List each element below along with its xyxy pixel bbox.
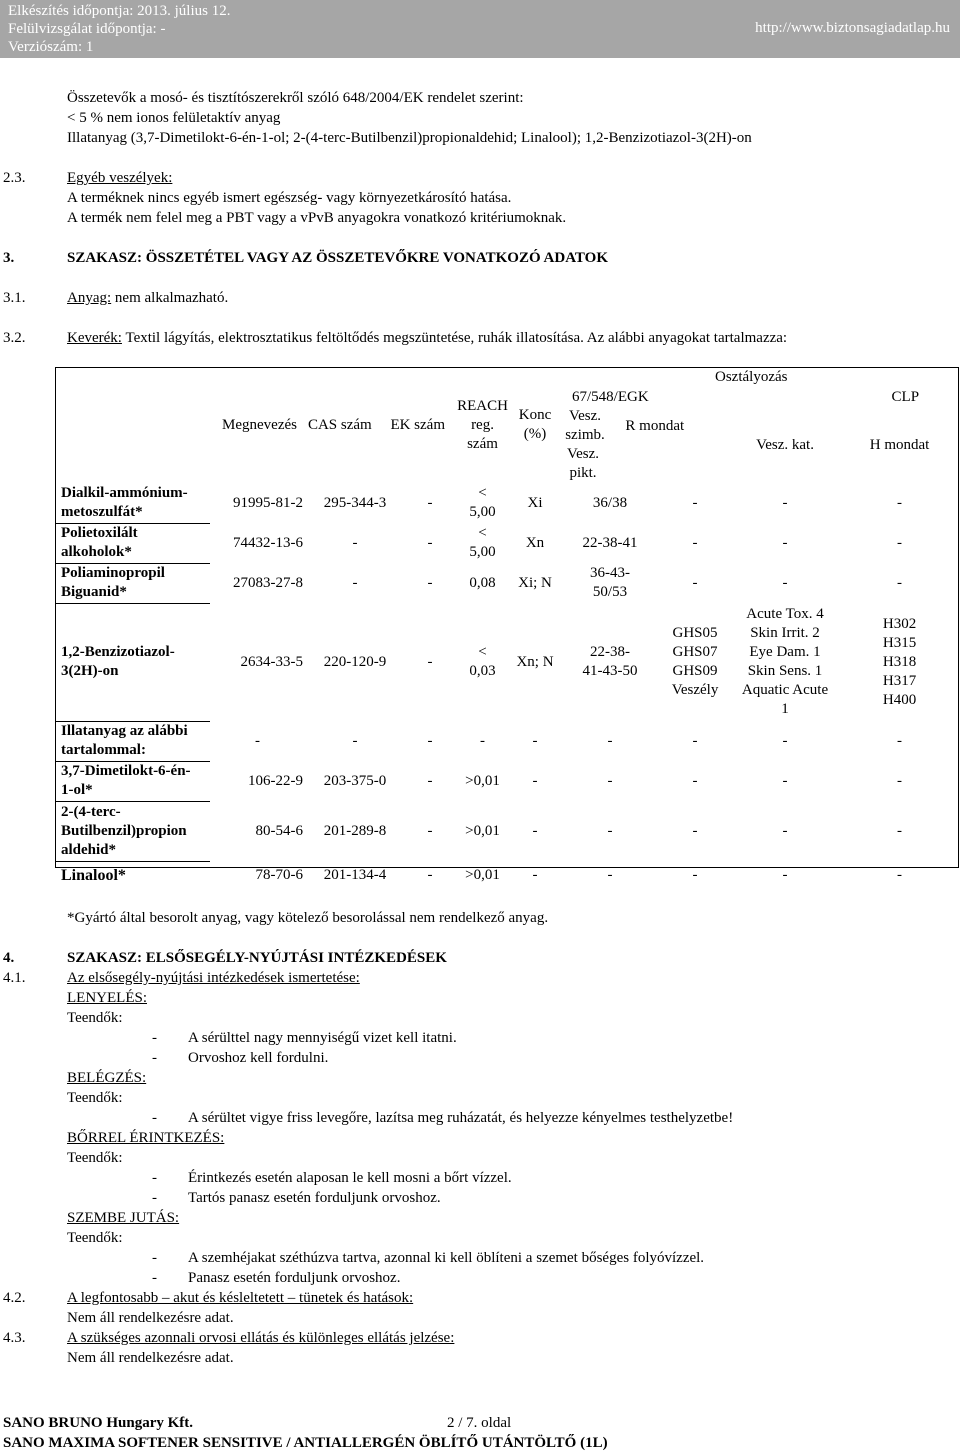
substance-name-1: 3,7-Dimetilokt-6-én- xyxy=(61,763,191,779)
h-phrases: - xyxy=(897,732,903,749)
skin-contact-item-1: Érintkezés esetén alaposan le kell mosni a bőrt vízzel. xyxy=(188,1170,512,1186)
inhalation-heading: BELÉGZÉS: xyxy=(67,1070,147,1086)
substance-name xyxy=(55,761,210,801)
created-date: Elkészítés időpontja: 2013. július 12. xyxy=(8,3,231,19)
h-phrases: - xyxy=(897,772,903,789)
section-3-1-text xyxy=(67,288,228,308)
section-3-number: 3. xyxy=(3,250,15,266)
ek-number: 201-134-4 xyxy=(323,866,387,883)
col-header-ek: EK szám xyxy=(390,416,446,433)
list-bullet: - xyxy=(152,1050,157,1066)
substance-name-1: Polietoxilált xyxy=(61,525,138,541)
intro-line-1: Összetevők a mosó- és tisztítószerekről szóló 648/2004/EK rendelet szerint: xyxy=(67,90,524,106)
section-3-1-number: 3.1. xyxy=(3,290,26,306)
section-3-2-number: 3.2. xyxy=(3,330,26,346)
substance-name-2: Butilbenzil)propion xyxy=(61,822,187,839)
hazard-category-3: Eye Dam. 1 xyxy=(749,644,821,660)
cas-number: - xyxy=(255,732,260,749)
substance-name-1: Dialkil-ammónium- xyxy=(61,484,188,501)
concentration: >0,01 xyxy=(465,866,500,883)
cas-number: 74432-13-6 xyxy=(233,534,303,551)
cas-number: 78-70-6 xyxy=(255,866,303,883)
substance-name xyxy=(55,801,210,861)
list-bullet: - xyxy=(152,1190,157,1206)
pictogram: - xyxy=(692,772,698,789)
hazard-category-1: Acute Tox. 4 xyxy=(746,606,824,622)
col-header-hmondat: H mondat xyxy=(869,436,930,453)
hazard-category-5: Aquatic Acute xyxy=(741,682,829,698)
concentration: 0,08 xyxy=(469,574,496,591)
col-header-reach-3: szám xyxy=(467,435,498,452)
section-3-1-value: nem alkalmazható. xyxy=(111,290,229,306)
substance-name-2: 3(2H)-on xyxy=(61,663,119,679)
table-footnote: *Gyártó által besorolt anyag, vagy kötelező besorolással nem rendelkező anyag. xyxy=(67,910,549,926)
col-header-konc-2: (%) xyxy=(523,426,547,442)
inhalation-todo: Teendők: xyxy=(67,1090,123,1106)
col-header-reach xyxy=(455,367,510,483)
eye-contact-item-1: A szemhéjakat széthúzva tartva, azonnal ki kell öblíteni a szemet bőséges folyóvízzel. xyxy=(188,1250,705,1266)
col-header-symbol-1: Vesz. xyxy=(568,408,602,424)
col-header-cas: CAS szám xyxy=(307,416,372,433)
h-phrases-5: H400 xyxy=(882,691,917,708)
reach-number: - xyxy=(427,494,433,511)
section-4-number: 4. xyxy=(3,950,15,966)
substance-name-3: aldehid* xyxy=(61,841,117,858)
pictogram: - xyxy=(692,574,698,591)
section-2-3-line-1: A terméknek nincs egyéb ismert egészség- vagy környezetkárosító hatása. xyxy=(67,190,512,206)
hazard-symbol: - xyxy=(532,732,538,749)
ek-number: - xyxy=(352,574,358,591)
pictogram: - xyxy=(692,866,698,883)
pictogram: - xyxy=(692,494,698,511)
section-4-3-text: Nem áll rendelkezésre adat. xyxy=(67,1350,234,1366)
hazard-symbol: Xn xyxy=(525,534,545,551)
ingestion-heading: LENYELÉS: xyxy=(67,990,147,1006)
col-header-cas-ek xyxy=(305,367,455,483)
section-2-3-title: Egyéb veszélyek: xyxy=(67,170,173,186)
table-row xyxy=(55,563,959,603)
composition-table xyxy=(55,367,959,889)
col-header-symbol-2: szimb. xyxy=(565,427,605,443)
section-4-1-title: Az elsősegély-nyújtási intézkedések ismertetése: xyxy=(67,970,360,986)
col-header-konc xyxy=(510,367,560,483)
hazard-category xyxy=(730,603,840,721)
table-row xyxy=(55,721,959,761)
col-header-directive: 67/548/EGK xyxy=(572,388,649,405)
footer-company: SANO BRUNO Hungary Kft. xyxy=(3,1415,194,1431)
col-header-vkat: Vesz. kat. xyxy=(756,436,814,453)
h-phrases: - xyxy=(897,494,903,511)
reach-number: - xyxy=(427,732,433,749)
website-link[interactable]: http://www.biztonsagiadatlap.hu xyxy=(755,20,950,36)
ek-number: 203-375-0 xyxy=(323,772,387,789)
r-phrases-2: 50/53 xyxy=(592,584,628,600)
col-header-symbol-r xyxy=(560,407,730,483)
h-phrases: - xyxy=(897,574,903,591)
intro-line-2: < 5 % nem ionos felületaktív anyag xyxy=(67,110,281,126)
hazard-symbol: Xi; N xyxy=(518,574,552,591)
section-4-title: SZAKASZ: ELSŐSEGÉLY-NYÚJTÁSI INTÉZKEDÉSEK xyxy=(67,950,447,966)
r-phrases-1: 22-38- xyxy=(590,644,631,660)
substance-name-2: tartalommal: xyxy=(61,742,146,758)
substance-name-1: Illatanyag az alábbi xyxy=(61,723,188,739)
col-header-name: Megnevezés xyxy=(222,416,297,433)
pictogram-3: GHS09 xyxy=(672,663,718,679)
hazard-symbol: - xyxy=(532,866,538,883)
concentration xyxy=(455,523,510,563)
col-header-symbol xyxy=(560,407,610,445)
hazard-category: - xyxy=(782,574,788,591)
substance-name-1: Poliaminopropil xyxy=(61,565,165,581)
r-phrases: - xyxy=(607,866,613,883)
substance-name-2: Biguanid* xyxy=(61,584,127,600)
section-4-2-text: Nem áll rendelkezésre adat. xyxy=(67,1310,234,1326)
substance-name xyxy=(55,483,210,523)
r-phrases: - xyxy=(607,732,613,749)
concentration-1: < xyxy=(478,644,487,660)
cas-number: 2634-33-5 xyxy=(240,653,303,670)
hazard-category: - xyxy=(782,866,788,883)
skin-contact-item-2: Tartós panasz esetén forduljunk orvoshoz. xyxy=(188,1190,441,1206)
col-header-konc-1: Konc xyxy=(518,407,552,423)
concentration: - xyxy=(480,732,486,749)
skin-contact-todo: Teendők: xyxy=(67,1150,123,1166)
concentration-2: 5,00 xyxy=(469,504,496,520)
section-4-3-number: 4.3. xyxy=(3,1330,26,1346)
concentration: >0,01 xyxy=(465,772,500,789)
section-3-2-value: Textil lágyítás, elektrosztatikus feltöltődés megszüntetése, ruhák illatosítása. Az alábbi anyagokat tartalmazza: xyxy=(121,330,788,346)
table-header-row xyxy=(55,367,959,387)
r-phrases xyxy=(560,563,660,603)
table-row xyxy=(55,801,959,861)
col-header-reach-1: REACH xyxy=(457,397,508,414)
hazard-category: - xyxy=(782,822,788,839)
hazard-category-2: Skin Irrit. 2 xyxy=(750,625,820,641)
hazard-category: - xyxy=(782,494,788,511)
table-row xyxy=(55,761,959,801)
pictogram xyxy=(660,603,730,721)
hazard-category: - xyxy=(782,772,788,789)
ek-number: - xyxy=(352,732,358,749)
col-header-pikt xyxy=(560,445,606,483)
section-4-3-title: A szükséges azonnali orvosi ellátás és különleges ellátás jelzése: xyxy=(67,1330,455,1346)
col-header-pikt-2: pikt. xyxy=(569,465,597,481)
h-phrases-3: H318 xyxy=(882,653,917,670)
section-3-title: SZAKASZ: ÖSSZETÉTEL VAGY AZ ÖSSZETEVŐKRE VONATKOZÓ ADATOK xyxy=(67,250,608,266)
substance-name: Linalool* xyxy=(61,866,126,884)
table-row xyxy=(55,603,959,721)
col-header-reach-2: reg. xyxy=(471,416,494,433)
r-phrases: 22-38-41 xyxy=(582,534,638,551)
ingestion-item-2: Orvoshoz kell fordulni. xyxy=(188,1050,329,1066)
inhalation-item-1: A sérültet vigye friss levegőre, lazítsa meg ruházatát, és helyezze kényelmes testhelyzetbe! xyxy=(188,1110,734,1126)
footer-product: SANO MAXIMA SOFTENER SENSITIVE / ANTIALLERGÉN ÖBLÍTŐ UTÁNTÖLTŐ (1L) xyxy=(3,1435,608,1451)
reach-number: - xyxy=(427,772,433,789)
section-3-2-text xyxy=(67,328,787,348)
reach-number: - xyxy=(427,653,433,670)
r-phrases-1: 36-43- xyxy=(590,565,631,581)
h-phrases-4: H317 xyxy=(882,672,917,689)
section-2-3-number: 2.3. xyxy=(3,170,26,186)
list-bullet: - xyxy=(152,1170,157,1186)
concentration-1: < xyxy=(478,525,487,541)
hazard-symbol: - xyxy=(532,772,538,789)
hazard-symbol: - xyxy=(532,822,538,839)
pictogram-2: GHS07 xyxy=(672,644,718,660)
reach-number: - xyxy=(427,574,433,591)
list-bullet: - xyxy=(152,1030,157,1046)
h-phrases-1: H302 xyxy=(882,615,917,632)
cas-number: 106-22-9 xyxy=(248,772,303,789)
concentration-2: 0,03 xyxy=(469,663,496,679)
table-row xyxy=(55,523,959,563)
ek-number: - xyxy=(352,534,358,551)
hazard-category: - xyxy=(782,534,788,551)
r-phrases xyxy=(560,603,660,721)
concentration xyxy=(455,483,510,523)
concentration-1: < xyxy=(478,485,487,501)
pictogram: - xyxy=(692,732,698,749)
r-phrases: 36/38 xyxy=(592,494,628,511)
h-phrases: - xyxy=(897,866,903,883)
concentration: >0,01 xyxy=(465,822,500,839)
h-phrases xyxy=(840,603,959,721)
col-header-pikt-1: Vesz. xyxy=(566,446,600,462)
cas-number: 91995-81-2 xyxy=(233,494,303,511)
cas-number: 27083-27-8 xyxy=(233,574,303,591)
hazard-symbol: Xi xyxy=(527,494,543,511)
footer-page-number: 2 / 7. oldal xyxy=(447,1415,512,1431)
section-4-1-number: 4.1. xyxy=(3,970,26,986)
ingestion-todo: Teendők: xyxy=(67,1010,123,1026)
cas-number: 80-54-6 xyxy=(255,822,303,839)
col-header-rmondat: R mondat xyxy=(625,417,685,434)
list-bullet: - xyxy=(152,1270,157,1286)
ek-number: 220-120-9 xyxy=(323,653,387,670)
col-header-classification: Osztályozás xyxy=(715,368,788,385)
reach-number: - xyxy=(427,822,433,839)
h-phrases-2: H315 xyxy=(882,634,917,651)
substance-name-2: 1-ol* xyxy=(61,782,93,798)
list-bullet: - xyxy=(152,1250,157,1266)
substance-name-2: metoszulfát* xyxy=(61,503,143,520)
revision-date: Felülvizsgálat időpontja: - xyxy=(8,21,166,37)
substance-name xyxy=(55,603,210,721)
substance-name xyxy=(55,523,210,563)
header-band xyxy=(0,0,960,58)
pictogram-4: Veszély xyxy=(671,682,719,698)
substance-name-1: 2-(4-terc- xyxy=(61,803,121,820)
pictogram: - xyxy=(692,534,698,551)
r-phrases-2: 41-43-50 xyxy=(582,663,638,679)
reach-number: - xyxy=(427,534,433,551)
ek-number: 201-289-8 xyxy=(323,822,387,839)
section-3-1-label: Anyag: xyxy=(67,290,112,306)
substance-name-1: 1,2-Benzizotiazol- xyxy=(61,644,175,660)
concentration xyxy=(455,603,510,721)
h-phrases: - xyxy=(897,822,903,839)
hazard-category: - xyxy=(782,732,788,749)
hazard-category-6: 1 xyxy=(781,701,789,717)
section-4-2-title: A legfontosabb – akut és késleltetett – tünetek és hatások: xyxy=(67,1290,414,1306)
eye-contact-item-2: Panasz esetén forduljunk orvoshoz. xyxy=(188,1270,401,1286)
pictogram: - xyxy=(692,822,698,839)
version-number: Verziószám: 1 xyxy=(8,39,94,55)
r-phrases: - xyxy=(607,772,613,789)
section-3-2-label: Keverék: xyxy=(67,330,122,346)
table-row xyxy=(55,861,959,889)
r-phrases: - xyxy=(607,822,613,839)
skin-contact-heading: BŐRREL ÉRINTKEZÉS: xyxy=(67,1130,225,1146)
reach-number: - xyxy=(427,866,433,883)
eye-contact-heading: SZEMBE JUTÁS: xyxy=(67,1210,180,1226)
ingestion-item-1: A sérülttel nagy mennyiségű vizet kell itatni. xyxy=(188,1030,457,1046)
pictogram-1: GHS05 xyxy=(672,625,718,641)
ek-number: 295-344-3 xyxy=(323,494,387,511)
section-4-2-number: 4.2. xyxy=(3,1290,26,1306)
hazard-category-4: Skin Sens. 1 xyxy=(747,663,823,679)
intro-line-3: Illatanyag (3,7-Dimetilokt-6-én-1-ol; 2-(4-terc-Butilbenzil)propionaldehid; Linalool); 1,2-Benzizotiazol-3(2H)-on xyxy=(67,130,752,146)
h-phrases: - xyxy=(897,534,903,551)
section-2-3-line-2: A termék nem felel meg a PBT vagy a vPvB anyagokra vonatkozó kritériumoknak. xyxy=(67,210,567,226)
substance-name-2: alkoholok* xyxy=(61,544,132,560)
col-header-clp: CLP xyxy=(891,388,920,405)
eye-contact-todo: Teendők: xyxy=(67,1230,123,1246)
substance-name xyxy=(55,721,210,761)
list-bullet: - xyxy=(152,1110,157,1126)
hazard-symbol: Xn; N xyxy=(516,653,554,670)
concentration-2: 5,00 xyxy=(469,544,496,560)
table-row xyxy=(55,483,959,523)
substance-name xyxy=(55,563,210,603)
